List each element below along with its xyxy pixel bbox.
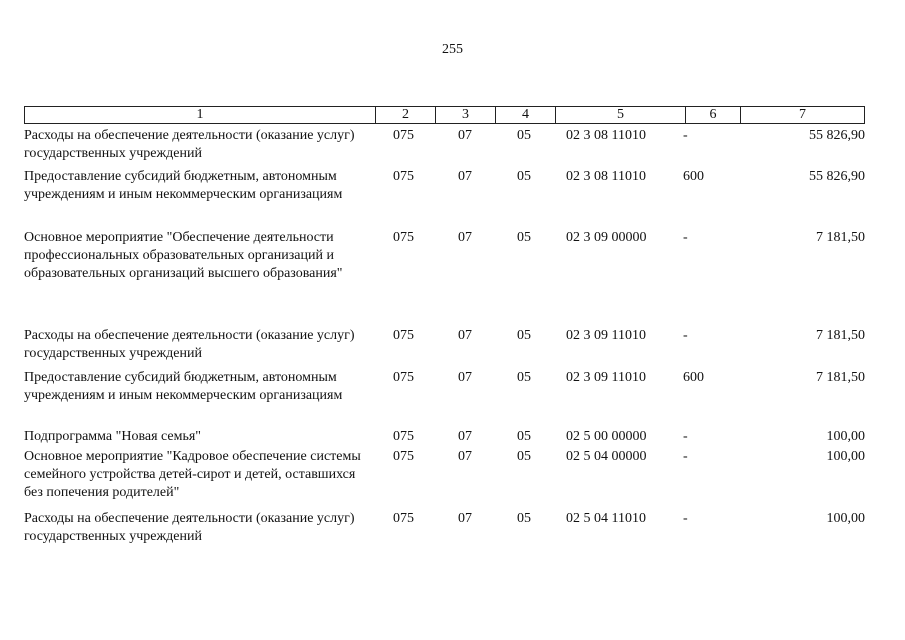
row-target-article: 02 3 09 11010 [566,370,646,385]
header-col-1: 1 [25,107,376,123]
row-expense-type: - [683,230,688,245]
row-target-article: 02 5 04 00000 [566,449,647,464]
header-col-4: 4 [496,107,556,123]
row-code-grbs: 075 [393,429,414,444]
row-amount: 7 181,50 [816,370,865,385]
row-amount: 100,00 [826,511,865,526]
row-expense-type: - [683,128,688,143]
row-target-article: 02 3 09 00000 [566,230,647,245]
row-target-article: 02 3 09 11010 [566,328,646,343]
row-subsection: 05 [517,230,531,245]
row-target-article: 02 5 00 00000 [566,429,647,444]
row-name: Расходы на обеспечение деятельности (оказание услуг) государственных учреждений [24,511,355,544]
row-expense-type: - [683,429,688,444]
row-target-article: 02 5 04 11010 [566,511,646,526]
row-section: 07 [458,511,472,526]
row-name: Подпрограмма "Новая семья" [24,429,202,444]
row-amount: 100,00 [826,429,865,444]
row-section: 07 [458,328,472,343]
row-section: 07 [458,128,472,143]
row-amount: 7 181,50 [816,230,865,245]
row-section: 07 [458,449,472,464]
row-code-grbs: 075 [393,230,414,245]
row-expense-type: - [683,449,688,464]
row-subsection: 05 [517,169,531,184]
row-code-grbs: 075 [393,128,414,143]
row-amount: 7 181,50 [816,328,865,343]
row-expense-type: - [683,511,688,526]
row-subsection: 05 [517,128,531,143]
row-subsection: 05 [517,328,531,343]
header-col-7: 7 [799,107,806,122]
row-name: Основное мероприятие "Кадровое обеспечение системы семейного устройства детей-сирот и детей, оставшихся без попечения родителей" [24,449,361,500]
row-target-article: 02 3 08 11010 [566,128,646,143]
row-amount: 55 826,90 [809,169,865,184]
row-subsection: 05 [517,429,531,444]
page-number: 255 [442,42,463,57]
table-header [24,106,865,124]
row-name: Расходы на обеспечение деятельности (оказание услуг) государственных учреждений [24,128,355,161]
header-col-2: 2 [376,107,436,123]
row-section: 07 [458,370,472,385]
header-col-5: 5 [556,107,686,123]
row-section: 07 [458,230,472,245]
row-expense-type: 600 [683,370,704,385]
row-subsection: 05 [517,449,531,464]
row-section: 07 [458,429,472,444]
row-subsection: 05 [517,511,531,526]
row-name: Расходы на обеспечение деятельности (оказание услуг) государственных учреждений [24,328,355,361]
header-col-3: 3 [436,107,496,123]
row-name: Предоставление субсидий бюджетным, автономным учреждениям и иным некоммерческим организациям [24,370,343,403]
header-col-6: 6 [686,107,741,123]
row-name: Основное мероприятие "Обеспечение деятельности профессиональных образовательных организаций и образовательных организаций высшего образования" [24,230,343,281]
row-target-article: 02 3 08 11010 [566,169,646,184]
row-subsection: 05 [517,370,531,385]
row-expense-type: - [683,328,688,343]
row-code-grbs: 075 [393,328,414,343]
row-amount: 100,00 [826,449,865,464]
row-expense-type: 600 [683,169,704,184]
row-name: Предоставление субсидий бюджетным, автономным учреждениям и иным некоммерческим организациям [24,169,343,202]
row-amount: 55 826,90 [809,128,865,143]
row-code-grbs: 075 [393,511,414,526]
row-code-grbs: 075 [393,169,414,184]
row-code-grbs: 075 [393,449,414,464]
row-section: 07 [458,169,472,184]
row-code-grbs: 075 [393,370,414,385]
